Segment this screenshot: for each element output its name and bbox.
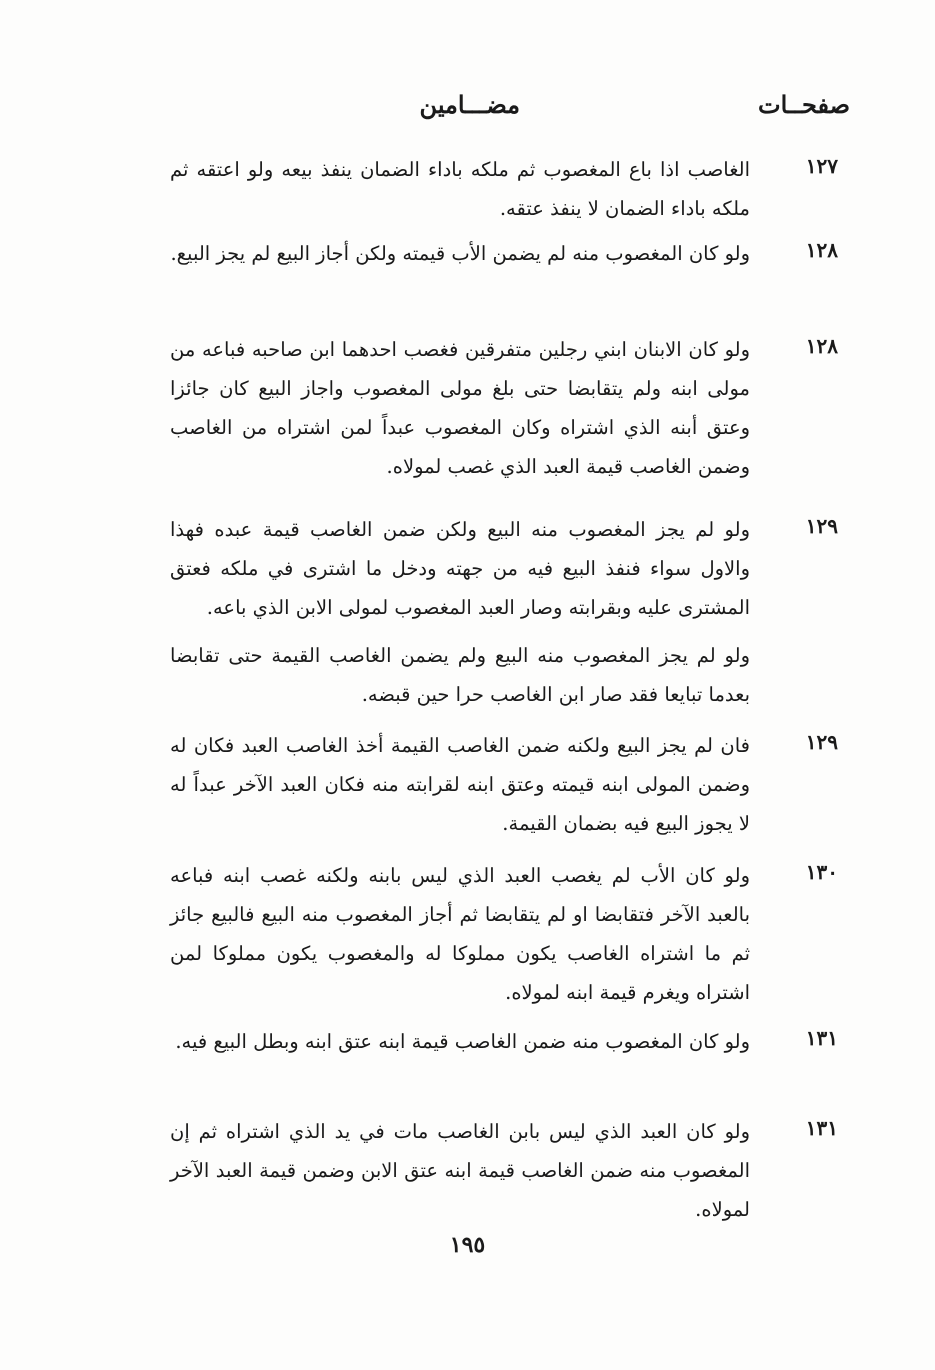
contents-list	[170, 150, 850, 1232]
entry-text: ولو لم يجز المغصوب منه البيع ولكن ضمن الغاصب قيمة عبده فهذا والاول سواء فنفذ البيع فيه من جهته ودخل ما اشترى في ملكه فعتق المشترى عليه وبقرابته وصار العبد المغصوب لمولى الابن الذي باعه.	[170, 518, 750, 619]
entry-text: الغاصب اذا باع المغصوب ثم ملكه باداء الضمان ينفذ بيعه ولو اعتقه ثم ملكه باداء الضمان لا ينفذ عتقه.	[170, 158, 750, 220]
pages-column-heading: صفحــات	[758, 90, 850, 119]
list-item	[170, 330, 850, 490]
entry-text: فان لم يجز البيع ولكنه ضمن الغاصب القيمة أخذ الغاصب العبد فكان له وضمن المولى ابنه قيمته وعتق ابنه لقرابته منه فكان العبد الآخر عبداً له لا يجوز البيع فيه بضمان القيمة.	[170, 734, 750, 835]
list-item	[170, 856, 850, 1022]
entry-text: ولو كان المغصوب منه ضمن الغاصب قيمة ابنه عتق ابنه وبطل البيع فيه.	[175, 1030, 750, 1053]
entry-text: ولو كان العبد الذي ليس بابن الغاصب مات في يد الذي اشتراه ثم إن المغصوب منه ضمن الغاصب قيمة ابنه عتق الابن وضمن قيمة العبد الآخر لمولاه.	[170, 1120, 750, 1221]
entry-page-number: ١٣١	[805, 1116, 838, 1140]
list-item	[170, 636, 850, 718]
list-item	[170, 1112, 850, 1232]
contents-column-heading: مضـــامين	[419, 90, 520, 119]
list-item	[170, 726, 850, 848]
entry-text: ولو كان المغصوب منه لم يضمن الأب قيمته ولكن أجاز البيع لم يجز البيع.	[170, 242, 750, 265]
entry-text: ولو لم يجز المغصوب منه البيع ولم يضمن الغاصب القيمة حتى تقابضا بعدما تبايعا فقد صار ابن الغاصب حرا حين قبضه.	[170, 644, 750, 706]
entry-page-number: ١٢٩	[805, 730, 838, 754]
list-item	[170, 150, 850, 228]
entry-page-number: ١٣٠	[805, 860, 838, 884]
entry-page-number: ١٢٨	[805, 334, 838, 358]
list-item	[170, 510, 850, 636]
list-item	[170, 234, 850, 330]
entry-page-number: ١٢٧	[805, 154, 838, 178]
list-item	[170, 1022, 850, 1106]
entry-text: ولو كان الأب لم يغصب العبد الذي ليس بابنه ولكنه غصب ابنه فباعه بالعبد الآخر فتقابضا او لم يتقابضا ثم أجاز المغصوب منه البيع فالبيع جائز ثم ما اشتراه الغاصب يكون مملوكا له والمغصوب يكون مملوكا لمن اشتراه ويغرم قيمة ابنه لمولاه.	[170, 864, 750, 1004]
table-header	[170, 90, 850, 130]
page-number-footer: ١٩٥	[449, 1232, 486, 1258]
entry-page-number: ١٢٩	[805, 514, 838, 538]
entry-page-number: ١٢٨	[805, 238, 838, 262]
entry-text: ولو كان الابنان ابني رجلين متفرقين فغصب احدهما ابن صاحبه فباعه من مولى ابنه ولم يتقابضا حتى بلغ مولى المغصوب واجاز البيع كان جائزا وعتق أبنه الذي اشتراه وكان المغصوب عبداً لمن اشتراه من الغاصب وضمن الغاصب قيمة العبد الذي غصب لمولاه.	[170, 338, 750, 478]
entry-page-number: ١٣١	[805, 1026, 838, 1050]
